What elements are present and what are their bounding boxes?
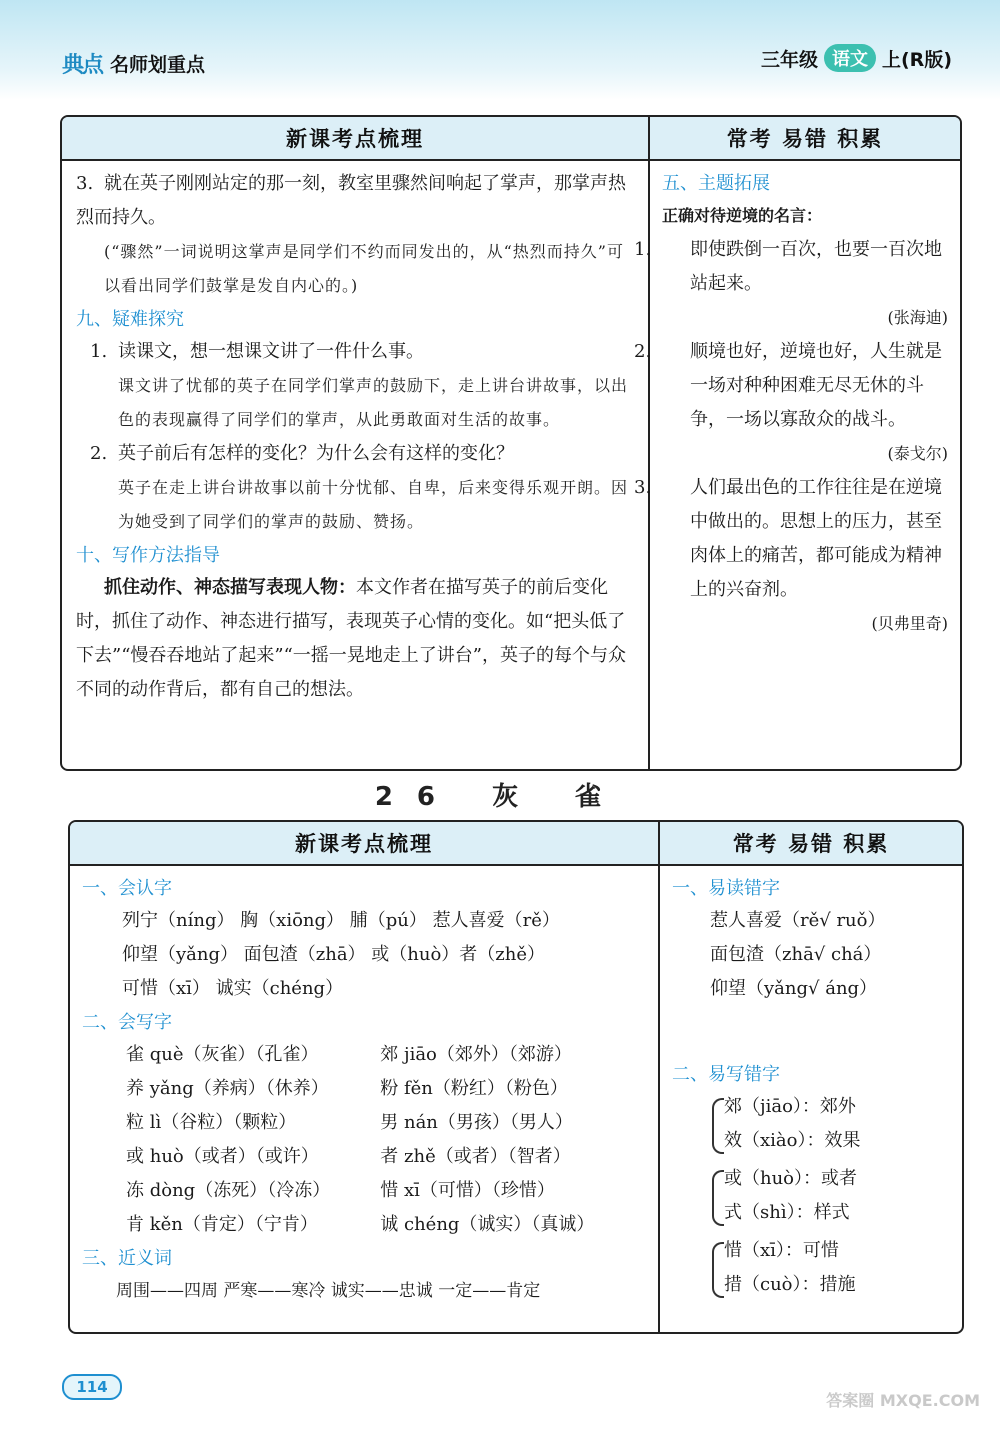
logo-text: 名师划重点 (110, 53, 206, 76)
write-entry: 男 nán（男孩）（男人） (380, 1112, 573, 1133)
subject-badge: 语文 (824, 44, 876, 72)
item-3-note: (“骤然”一词说明这掌声是同学们不约而同发出的，从“热烈而持久”可以看出同学们鼓掌是发自内心的。) (104, 242, 624, 295)
write-row (126, 1072, 652, 1106)
write-row (126, 1174, 652, 1208)
right-column (672, 872, 954, 1306)
quote-body (634, 471, 948, 607)
write-row (126, 1106, 652, 1140)
quote-1 (634, 233, 948, 335)
column-head-right: 常考 易错 积累 (660, 822, 962, 866)
miswrite-pair (712, 1234, 954, 1302)
quote-body (634, 335, 948, 437)
recognize-row: 可惜（xī） 诚实（chéng） (122, 978, 344, 999)
left-column (76, 167, 638, 707)
miswrite-entry: 或（huò）：或者 (724, 1168, 858, 1189)
write-entry: 冻 dòng（冻死）（冷冻） (126, 1180, 331, 1201)
section-box-26 (68, 820, 964, 1334)
question-2 (76, 437, 638, 471)
write-entry: 肯 kěn（肯定）（宁肯） (126, 1214, 318, 1235)
brace-icon (712, 1098, 724, 1154)
section-heading-recognize: 一、会认字 (82, 878, 172, 899)
item-text: 就在英子刚刚站定的那一刻，教室里骤然间响起了掌声，那掌声热烈而持久。 (76, 173, 626, 228)
lesson-title: 26 灰 雀 (374, 782, 626, 812)
write-row (126, 1140, 652, 1174)
section-box-25 (60, 115, 962, 771)
grade-text: 三年级 (760, 48, 818, 71)
section-heading-5: 五、主题拓展 (662, 173, 770, 194)
write-entry: 诚 chéng（诚实）（真诚） (380, 1214, 595, 1235)
section-heading-10: 十、写作方法指导 (76, 545, 220, 566)
quote-author: (贝弗里奇) (871, 614, 948, 633)
miswrite-list (672, 1090, 954, 1302)
left-column (82, 872, 652, 1308)
column-head-right: 常考 易错 积累 (650, 117, 960, 161)
quote-author: (张海迪) (887, 308, 948, 327)
quote-text: 即使跌倒一百次，也要一百次地站起来。 (690, 239, 942, 294)
question-number: 1. (90, 341, 108, 362)
quote-body (634, 233, 948, 301)
misread-list (672, 904, 954, 1006)
section-heading-miswrite: 二、易写错字 (672, 1064, 780, 1085)
write-entry: 粉 fěn（粉红）（粉色） (380, 1078, 568, 1099)
writing-method (76, 571, 638, 707)
synonyms-line: 周围——四周 严寒——寒冷 诚实——忠诚 一定——肯定 (116, 1281, 541, 1301)
miswrite-entry: 郊（jiāo）：郊外 (724, 1096, 856, 1117)
misread-item: 仰望（yǎng√ áng） (710, 978, 878, 999)
misread-item: 面包渣（zhā√ chá） (710, 944, 882, 965)
spacer (672, 1006, 954, 1058)
column-divider (658, 822, 660, 1332)
method-title: 抓住动作、神态描写表现人物： (104, 577, 356, 598)
page-number: 114 (62, 1374, 122, 1400)
quotes-subtitle: 正确对待逆境的名言： (662, 206, 823, 225)
section-heading-write: 二、会写字 (82, 1012, 172, 1033)
quote-3 (634, 471, 948, 641)
recognize-row: 列宁（níng） 胸（xiōng） 脯（pú） 惹人喜爱（rě） (122, 910, 560, 931)
answer-2: 英子在走上讲台讲故事以前十分忧郁、自卑，后来变得乐观开朗。因为她受到了同学们的掌声的鼓励、赞扬。 (118, 478, 629, 531)
write-entry: 或 huò（或者）（或许） (126, 1146, 319, 1167)
right-column (634, 167, 948, 641)
brand-logo (62, 48, 205, 78)
question-number: 2. (90, 443, 108, 464)
brace-icon (712, 1242, 724, 1298)
answer-1: 课文讲了忧郁的英子在同学们掌声的鼓励下，走上讲台讲故事，以出色的表现赢得了同学们的掌声，从此勇敢面对生活的故事。 (118, 376, 629, 429)
watermark: 答案圈 MXQE.COM (826, 1391, 980, 1410)
misread-item: 惹人喜爱（rě√ ruǒ） (710, 910, 886, 931)
recognize-list (82, 904, 652, 1006)
write-list (82, 1038, 652, 1242)
quote-number: 1. (634, 239, 652, 260)
miswrite-entry: 效（xiào）：效果 (724, 1130, 861, 1151)
recognize-row: 仰望（yǎng） 面包渣（zhā） 或（huò）者（zhě） (122, 944, 546, 965)
grade-label (761, 44, 952, 72)
brace-icon (712, 1170, 724, 1226)
page-header (0, 0, 1000, 100)
quote-2 (634, 335, 948, 471)
item-number: 3. (76, 173, 94, 194)
miswrite-entry: 式（shì）：样式 (724, 1202, 850, 1223)
section-heading-synonyms: 三、近义词 (82, 1248, 172, 1269)
write-row (126, 1208, 652, 1242)
column-head-left: 新课考点梳理 (70, 822, 658, 866)
write-entry: 者 zhě（或者）（智者） (380, 1146, 571, 1167)
quote-text: 人们最出色的工作往往是在逆境中做出的。思想上的压力，甚至肉体上的痛苦，都可能成为精神上的兴奋剂。 (690, 477, 942, 600)
edition-text: 上(R版) (882, 48, 952, 71)
write-row (126, 1038, 652, 1072)
write-entry: 惜 xī（可惜）（珍惜） (380, 1180, 555, 1201)
column-divider (648, 117, 650, 769)
write-entry: 郊 jiāo（郊外）（郊游） (380, 1044, 572, 1065)
miswrite-entry: 惜（xī）：可惜 (724, 1240, 839, 1261)
question-1 (76, 335, 638, 369)
item-3 (76, 167, 638, 235)
question-text: 英子前后有怎样的变化？为什么会有这样的变化？ (118, 443, 514, 464)
question-text: 读课文，想一想课文讲了一件什么事。 (118, 341, 424, 362)
write-entry: 养 yǎng（养病）（休养） (126, 1078, 329, 1099)
write-entry: 雀 què（灰雀）（孔雀） (126, 1044, 319, 1065)
quote-author: (泰戈尔) (887, 444, 948, 463)
miswrite-entry: 措（cuò）：措施 (724, 1274, 856, 1295)
quote-text: 顺境也好，逆境也好，人生就是一场对种种困难无尽无休的斗争，一场以寡敌众的战斗。 (690, 341, 942, 430)
section-heading-9: 九、疑难探究 (76, 309, 184, 330)
section-heading-misread: 一、易读错字 (672, 878, 780, 899)
column-head-left: 新课考点梳理 (62, 117, 648, 161)
write-entry: 粒 lì（谷粒）（颗粒） (126, 1112, 297, 1133)
logo-mark: 典点 (62, 52, 103, 78)
quote-number: 3. (634, 477, 652, 498)
method-text: 本文作者在描写英子的前后变化时，抓住了动作、神态进行描写，表现英子心情的变化。如“把头低了下去”“慢吞吞地站了起来”“一摇一晃地走上了讲台”，英子的每个与众不同的动作背后，都有自己的想法。 (76, 577, 627, 700)
miswrite-pair (712, 1162, 954, 1230)
miswrite-pair (712, 1090, 954, 1158)
quote-number: 2. (634, 341, 652, 362)
